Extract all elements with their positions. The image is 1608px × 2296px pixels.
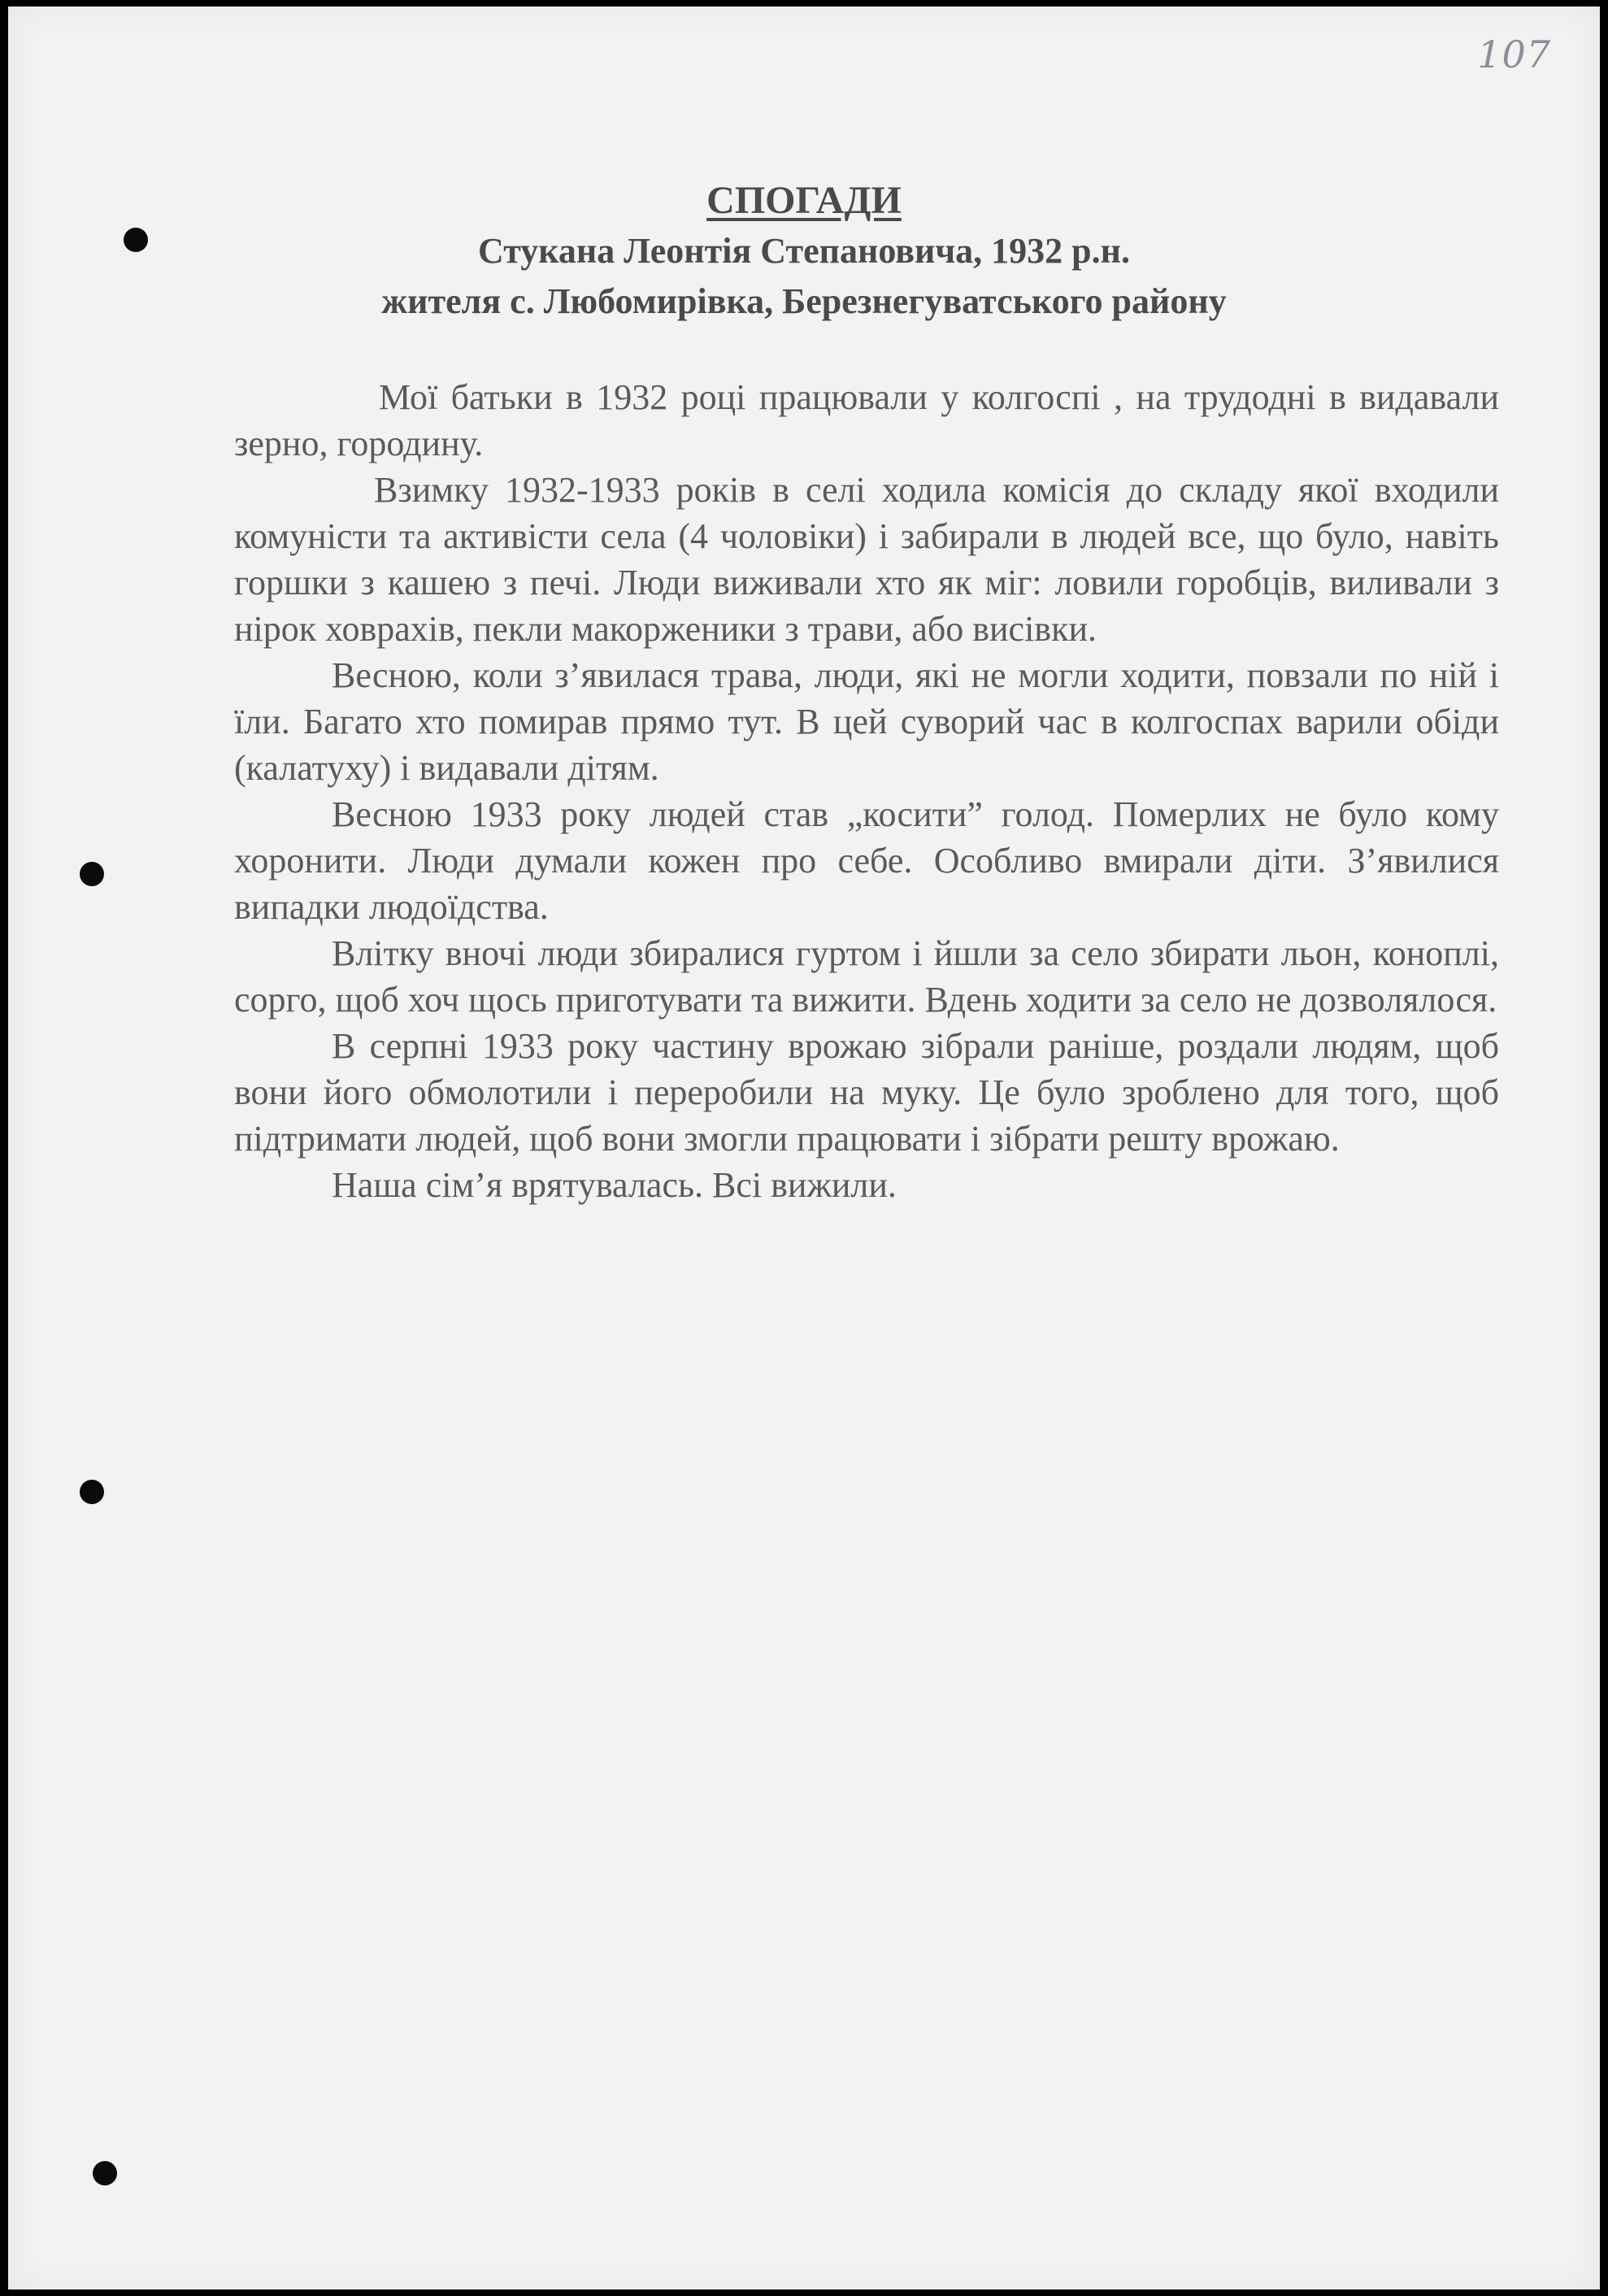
author-residence-line: жителя с. Любомирівка, Березнегуватського району [381,281,1227,321]
author-name-line: Стукана Леонтія Степановича, 1932 р.н. [478,231,1130,271]
punch-hole [93,2161,117,2185]
punch-hole [80,862,104,886]
punch-hole [80,1480,104,1504]
paragraph: Влітку вночі люди збиралися гуртом і йшли за село збирати льон, коноплі, сорго, щоб хоч щось приготувати та вижити. Вдень ходити за село не дозволялося. [234,933,1499,1020]
paragraph: Взимку 1932-1933 років в селі ходила комісія до складу якої входили комуністи та активісти села (4 чоловіки) і забирали в людей все, що було, навіть горшки з кашею з печі. Люди виживали хто як міг: ловили горобців, виливали з нірок ховрахів, пекли макорженики з трави, або висівки. [234,470,1499,649]
paragraph: Наша сім’я врятувалась. Всі вижили. [332,1165,897,1205]
handwritten-page-number: 107 [1477,33,1551,76]
document-title: СПОГАДИ [706,179,902,222]
paragraph: Весною 1933 року людей став „косити” голод. Померлих не було кому хоронити. Люди думали кожен про себе. Особливо вмирали діти. З’явилися випадки людоїдства. [234,794,1499,927]
document-page [8,7,1600,2289]
document-body [234,374,1499,1208]
paragraph: Мої батьки в 1932 році працювали у колгоспі , на трудодні в видавали зерно, городину. [234,377,1499,463]
document-header [8,176,1600,327]
paragraph: Весною, коли з’явилася трава, люди, які не могли ходити, повзали по ній і їли. Багато хто помирав прямо тут. В цей суворий час в колгоспах варили обіди (калатуху) і видавали дітям. [234,655,1499,788]
paragraph: В серпні 1933 року частину врожаю зібрали раніше, роздали людям, щоб вони його обмолотили і переробили на муку. Це було зроблено для того, щоб підтримати людей, щоб вони змогли працювати і зібрати решту врожаю. [234,1026,1499,1159]
